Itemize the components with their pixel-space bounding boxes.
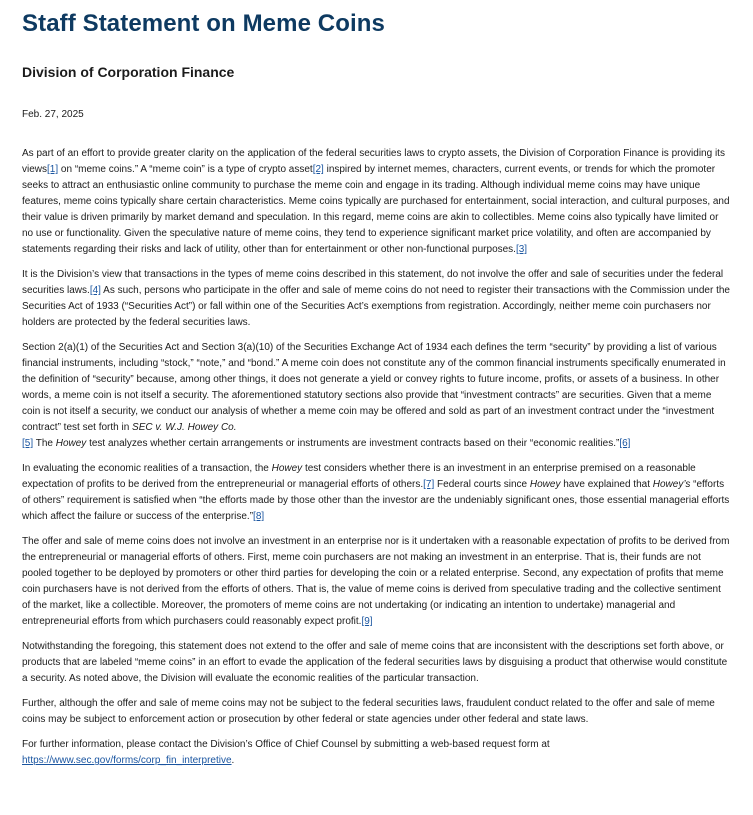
paragraph-2: It is the Division’s view that transactions in the types of meme coins described in this statement, do not involve the offer and sale of securities under the federal securities laws.[4] As such, persons who participate in the offer and sale of meme coins do not need to register their transactions with the Commission under the Securities Act of 1933 (“Securities Act”) or fall within one of the Securities Act’s exemptions from registration. Accordingly, neither meme coin purchasers nor holders are protected by the federal securities laws. [22, 269, 730, 328]
footnote-link-2[interactable]: [2] [312, 164, 324, 175]
request-form-link[interactable]: https://www.sec.gov/forms/corp_fin_interpretive [22, 755, 232, 766]
publish-date: Feb. 27, 2025 [22, 109, 84, 120]
page-title: Staff Statement on Meme Coins [22, 10, 385, 37]
paragraph-5: The offer and sale of meme coins does not involve an investment in an enterprise nor is it undertaken with a reasonable expectation of profits to be derived from the entrepreneurial or managerial efforts of others. First, meme coin purchasers are not making an investment in an enterprise. That is, their funds are not pooled together to be deployed by promoters or other third parties for developing the coin or a related enterprise. Second, any expectation of profits that meme coin purchasers have is not derived from the efforts of others. That is, the value of meme coins is derived from speculative trading and the collective sentiment of the market, like a collectible. Moreover, the promoters of meme coins are not undertaking (or indicating an intention to undertake) managerial and entrepreneurial efforts from which purchasers could reasonably expect profit.[9] [22, 536, 730, 627]
footnote-link-4[interactable]: [4] [89, 285, 101, 296]
footnote-link-7[interactable]: [7] [423, 479, 435, 490]
footnote-link-9[interactable]: [9] [361, 616, 373, 627]
footnote-link-1[interactable]: [1] [47, 164, 59, 175]
footnote-link-3[interactable]: [3] [515, 244, 528, 255]
paragraph-8: For further information, please contact the Division’s Office of Chief Counsel by submitting a web-based request form at https://www.sec.gov/forms/corp_fin_interpretive. [22, 739, 550, 766]
case-citation: SEC v. W.J. Howey Co. [132, 422, 237, 433]
paragraph-6: Notwithstanding the foregoing, this statement does not extend to the offer and sale of meme coins that are inconsistent with the descriptions set forth above, or products that are labeled “meme coins” in an effort to evade the application of the federal securities laws by disguising a product that otherwise would constitute a security. As noted above, the Division will evaluate the economic realities of the particular transaction. [22, 641, 728, 684]
footnote-link-8[interactable]: [8] [253, 511, 265, 522]
division-heading: Division of Corporation Finance [22, 64, 235, 80]
paragraph-4: In evaluating the economic realities of a transaction, the Howey test considers whether there is an investment in an enterprise premised on a reasonable expectation of profits to be derived from the entrepreneurial or managerial efforts of others.[7] Federal courts since Howey have explained that Howey’s “efforts of others” requirement is satisfied when “the efforts made by those other than the investor are the undeniably significant ones, those essential managerial efforts which affect the failure or success of the enterprise.”[8] [22, 463, 730, 522]
paragraph-3: Section 2(a)(1) of the Securities Act and Section 3(a)(10) of the Securities Exchange Act of 1934 each defines the term “security” by providing a list of various financial instruments, including “stock,” “note,” and “bond.” A meme coin does not constitute any of the common financial instruments specifically enumerated in the definition of “security” because, among other things, it does not generate a yield or convey rights to future income, profits, or assets of a business. In other words, a meme coin is not itself a security. The aforementioned statutory sections also provide that “investment contracts” are securities. Given that a meme coin is not itself a security, we conduct our analysis of whether a meme coin may be offered and sold as part of an investment contract under the “investment contract” test set forth in SEC v. W.J. Howey Co. [5] The Howey test analyzes whether certain arrangements or instruments are investment contracts based on their “economic realities.”[6] [22, 342, 726, 449]
footnote-link-6[interactable]: [6] [619, 438, 631, 449]
paragraph-1: As part of an effort to provide greater clarity on the application of the federal securities laws to crypto assets, the Division of Corporation Finance is providing its views[1] on “meme coins.” A “meme coin” is a type of crypto asset[2] inspired by internet memes, characters, current events, or trends for which the promoter seeks to attract an enthusiastic online community to purchase the meme coin and engage in its trading. Although individual meme coins may have unique features, meme coins typically share certain characteristics. Meme coins typically are purchased for entertainment, social interaction, and cultural purposes, and their value is driven primarily by market demand and speculation. In this regard, meme coins are akin to collectibles. Meme coins also typically have limited or no use or functionality. Given the speculative nature of meme coins, they tend to experience significant market price volatility, and often are accompanied by statements regarding their risks and lack of utility, other than for entertainment or other non-functional purposes.[3] [22, 148, 730, 255]
footnote-link-5[interactable]: [5] [22, 438, 34, 449]
statement-body [22, 146, 731, 769]
paragraph-7: Further, although the offer and sale of meme coins may not be subject to the federal securities laws, fraudulent conduct related to the offer and sale of meme coins may be subject to enforcement action or prosecution by other federal or state agencies under other federal and state laws. [22, 698, 715, 725]
